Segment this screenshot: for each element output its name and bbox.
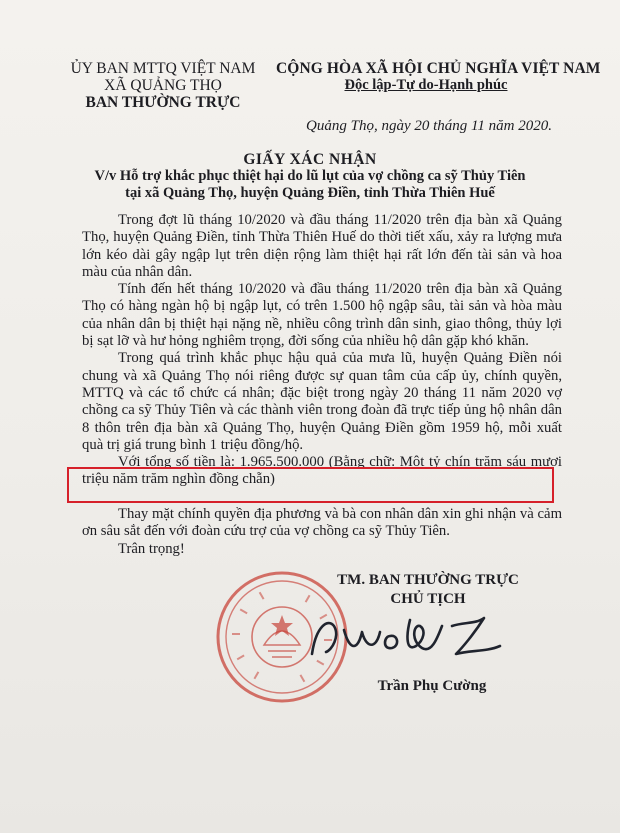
signer-name: Trần Phụ Cường [377, 678, 487, 694]
paragraph-1: Trong đợt lũ tháng 10/2020 và đầu tháng 11/2020 trên địa bàn xã Quảng Thọ, huyện Quảng Điền, tỉnh Thừa Thiên Huế do thời tiết xấu, xảy ra lượng mưa lớn kéo dài gây ngập lụt trên diện rộng làm thiệt hại rất lớn đến tài sản và hoa màu của nhân dân. [82, 212, 562, 280]
national-header [276, 60, 601, 94]
paragraph-3: Trong quá trình khắc phục hậu quả của mưa lũ, huyện Quảng Điền nói chung và xã Quảng Thọ nói riêng được sự quan tâm của cấp ủy, chính quyền, MTTQ và các tổ chức cá nhân; đặc biệt trong ngày 20 tháng 11 năm 2020 vợ chồng ca sỹ Thủy Tiên và các thành viên trong đoàn đã trực tiếp ủng hộ nhân dân 8 thôn trên địa bàn xã Quảng Thọ, huyện Quảng Điền gồm 1959 hộ, mỗi xuất quà trị giá trung bình 1 triệu đồng/hộ. [82, 350, 562, 453]
subject-block [0, 168, 620, 202]
issuer-line-2: XÃ QUẢNG THỌ [104, 77, 222, 94]
total-amount-paragraph: Với tổng số tiền là: 1.965.500.000 (Bằng chữ: Một tỷ chín trăm sáu mươi triệu năm trăm nghìn đồng chẵn) [82, 454, 562, 488]
issuer-header [58, 60, 268, 111]
closing-paragraph: Thay mặt chính quyền địa phương và bà con nhân dân xin ghi nhận và cảm ơn sâu sắt đến với đoàn cứu trợ của vợ chồng ca sỹ Thủy Tiên. [82, 506, 562, 540]
subject-line-1: V/v Hỗ trợ khắc phục thiệt hại do lũ lụt của vợ chồng ca sỹ Thủy Tiên [94, 168, 526, 184]
document-title: GIẤY XÁC NHẬN [243, 151, 377, 168]
closing-text [82, 506, 562, 558]
national-motto: Độc lập-Tự do-Hạnh phúc [344, 77, 508, 93]
issuer-line-3: BAN THƯỜNG TRỰC [85, 94, 241, 111]
regards-line: Trân trọng! [118, 540, 185, 557]
signature-title-line-2: CHỦ TỊCH [390, 591, 466, 607]
paragraph-2: Tính đến hết tháng 10/2020 và đầu tháng 11/2020 trên địa bàn xã Quảng Thọ có hàng ngàn hộ bị ngập lụt, có trên 1.500 hộ ngập sâu, tài sản và hòa màu của nhân dân bị thiệt hại nặng nề, nhiều công trình dân sinh, giao thông, thủy lợi bị sạt lỡ và hư hỏng nghiêm trọng, đời sống của nhiều hộ dân gặp khó khăn. [82, 281, 562, 350]
subject-line-2: tại xã Quảng Thọ, huyện Quảng Điền, tỉnh Thừa Thiên Huế [125, 185, 495, 201]
nation-name: CỘNG HÒA XÃ HỘI CHỦ NGHĨA VIỆT NAM [276, 60, 601, 77]
amount-highlight-box [67, 467, 554, 503]
date-line: Quảng Thọ, ngày 20 tháng 11 năm 2020. [306, 118, 552, 134]
body-text [82, 212, 562, 489]
issuer-line-1: ỦY BAN MTTQ VIỆT NAM [70, 60, 256, 77]
handwritten-signature-icon [306, 596, 506, 666]
signature-title-line-1: TM. BAN THƯỜNG TRỰC [337, 572, 519, 588]
